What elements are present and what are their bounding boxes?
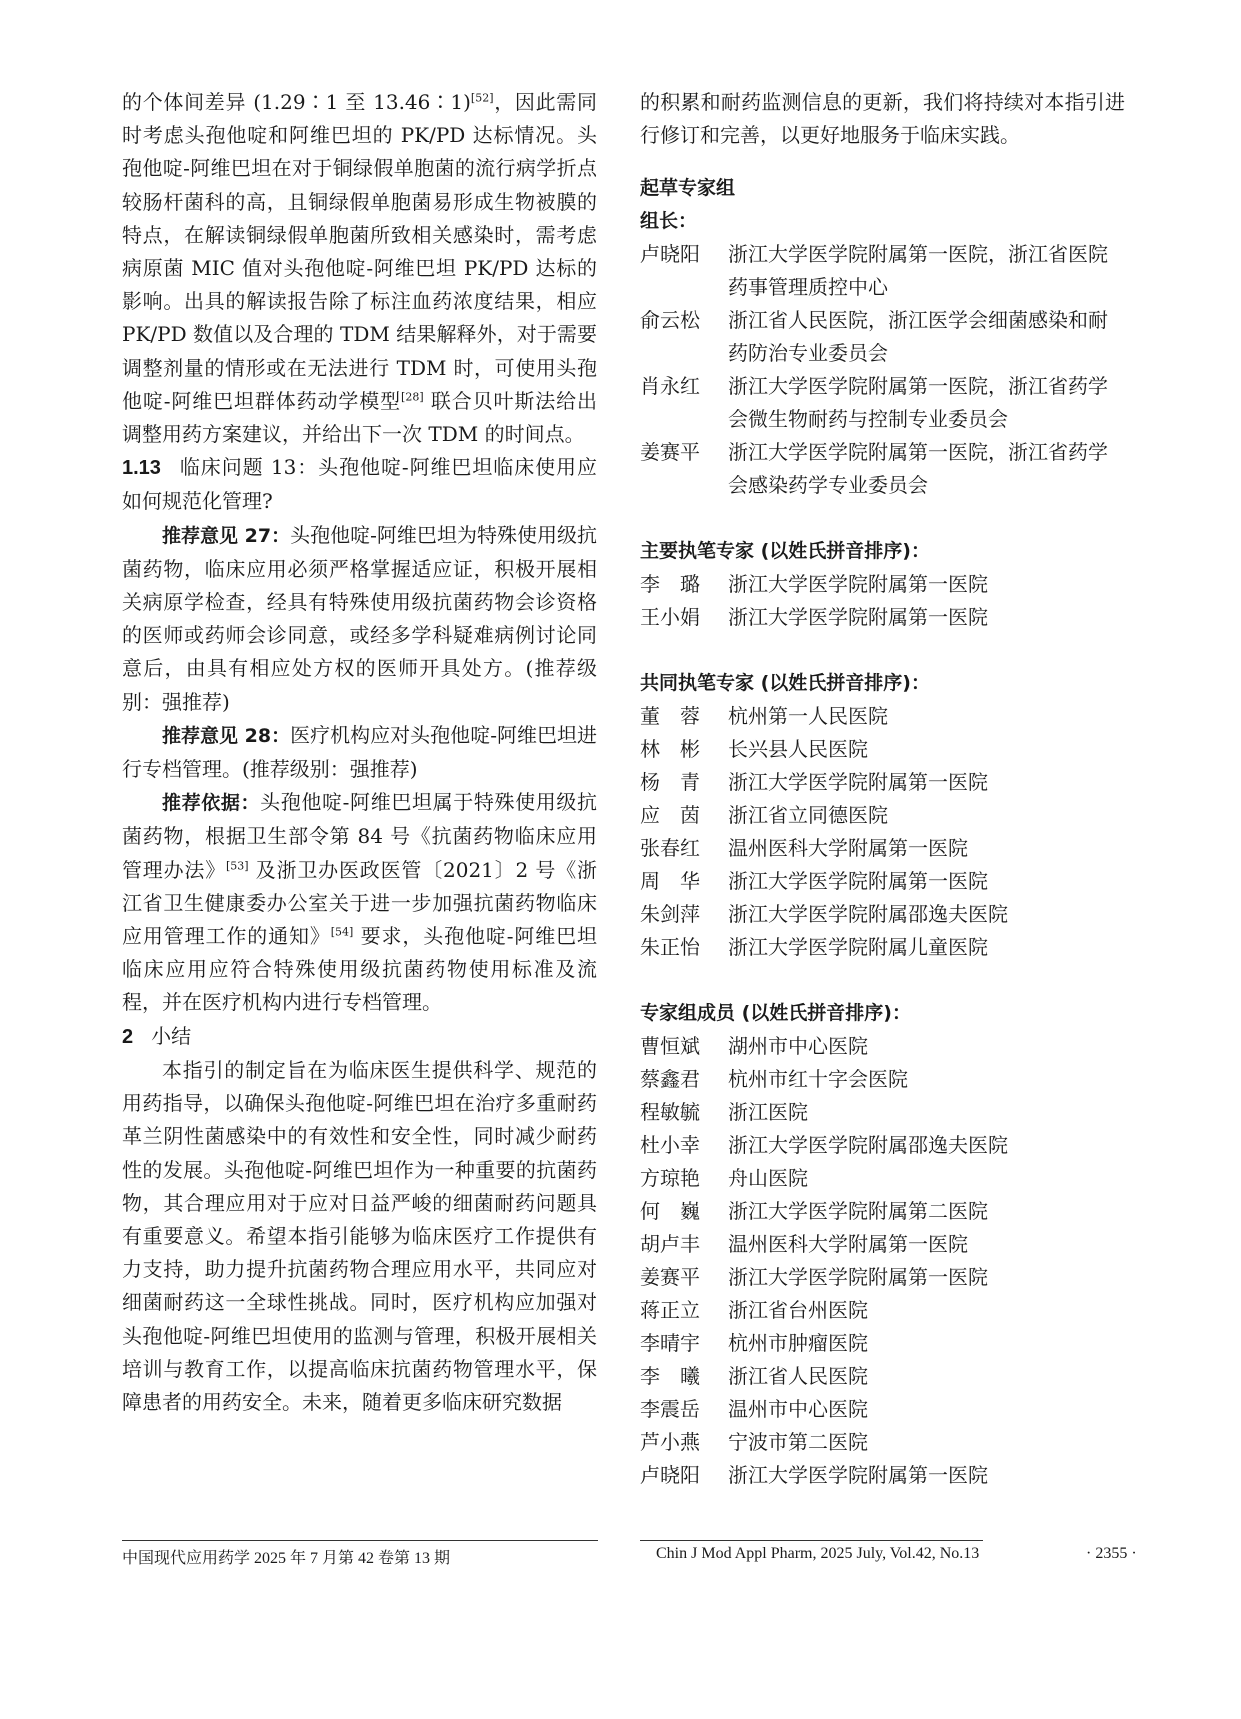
expert-affiliation: 浙江省立同德医院	[728, 803, 888, 828]
expert-name: 何 巍	[640, 1199, 700, 1224]
list-item	[640, 733, 1125, 766]
recommendation-label: 推荐意见 27：	[162, 524, 291, 547]
expert-name: 卢晓阳	[640, 242, 700, 267]
section-2-heading	[122, 1020, 597, 1054]
section-number: 1.13	[122, 457, 161, 480]
list-item	[640, 700, 1125, 733]
list-item	[640, 1459, 1125, 1492]
list-item	[640, 568, 1125, 601]
expert-name: 朱正怡	[640, 935, 700, 960]
footer-journal-en: Chin J Mod Appl Pharm, 2025 July, Vol.42, No.13	[656, 1545, 980, 1562]
continued-paragraph: 的积累和耐药监测信息的更新，我们将持续对本指引进行修订和完善，以更好地服务于临床实践。	[640, 90, 1125, 148]
list-item	[640, 436, 1125, 502]
page-number: · 2355 ·	[1086, 1545, 1137, 1562]
expert-affiliation: 浙江大学医学院附属第一医院，浙江省药学会微生物耐药与控制专业委员会	[728, 374, 1108, 432]
expert-affiliation: 杭州第一人民医院	[728, 704, 888, 729]
expert-name: 姜赛平	[640, 1265, 700, 1290]
footer-rule-left	[122, 1540, 598, 1541]
expert-affiliation: 浙江省台州医院	[728, 1298, 868, 1323]
recommendation-label: 推荐意见 28：	[162, 724, 291, 747]
list-item	[640, 1063, 1125, 1096]
expert-name: 李震岳	[640, 1397, 700, 1422]
expert-affiliation: 温州医科大学附属第一医院	[728, 836, 968, 861]
expert-affiliation: 浙江大学医学院附属邵逸夫医院	[728, 902, 1008, 927]
recommendation-28	[122, 719, 597, 786]
right-column	[640, 86, 1125, 1492]
list-item	[640, 1327, 1125, 1360]
footer-rule-right	[640, 1540, 983, 1541]
expert-name: 芦小燕	[640, 1430, 700, 1455]
text: 的个体间差异 (1.29∶1 至 13.46∶1)	[122, 90, 471, 114]
expert-name: 胡卢丰	[640, 1232, 700, 1257]
expert-name: 卢晓阳	[640, 1463, 700, 1488]
expert-affiliation: 浙江大学医学院附属第一医院	[728, 869, 988, 894]
expert-affiliation: 温州医科大学附属第一医院	[728, 1232, 968, 1257]
list-item	[640, 304, 1125, 370]
list-item	[640, 898, 1125, 931]
list-item	[640, 601, 1125, 634]
members-heading: 专家组成员 (以姓氏拼音排序)：	[640, 1002, 911, 1025]
draft-group-heading: 起草专家组	[640, 177, 736, 200]
list-item	[640, 238, 1125, 304]
expert-name: 张春红	[640, 836, 700, 861]
list-item	[640, 1393, 1125, 1426]
expert-name: 王小娟	[640, 605, 700, 630]
citation: [54]	[330, 925, 354, 939]
left-column	[122, 86, 597, 1419]
leader-label: 组长：	[640, 210, 698, 233]
expert-name: 董 蓉	[640, 704, 700, 729]
expert-name: 杜小幸	[640, 1133, 700, 1158]
summary-paragraph: 本指引的制定旨在为临床医生提供科学、规范的用药指导，以确保头孢他啶-阿维巴坦在治疗多重耐药革兰阴性菌感染中的有效性和安全性，同时减少耐药性的发展。头孢他啶-阿维巴坦作为一种重要的抗菌药物，其合理应用对于应对日益严峻的细菌耐药问题具有重要意义。希望本指引能够为临床医疗工作提供有力支持，助力提升抗菌药物合理应用水平，共同应对细菌耐药这一全球性挑战。同时，医疗机构应加强对头孢他啶-阿维巴坦使用的监测与管理，积极开展相关培训与教育工作，以提高临床抗菌药物管理水平，保障患者的用药安全。未来，随着更多临床研究数据	[122, 1057, 597, 1414]
expert-name: 方琼艳	[640, 1166, 700, 1191]
expert-affiliation: 浙江大学医学院附属儿童医院	[728, 935, 988, 960]
text: 及浙卫办医政医管〔2021〕2 号《浙江省卫生健康委办公室关于进一步加强抗菌药物临床应用管理工作的通知》	[122, 857, 597, 949]
main-writers-list	[640, 568, 1125, 634]
expert-affiliation: 舟山医院	[728, 1166, 808, 1191]
expert-affiliation: 浙江医院	[728, 1100, 808, 1125]
question-13-heading	[122, 451, 597, 518]
recommendation-basis	[122, 786, 597, 1019]
expert-affiliation: 长兴县人民医院	[728, 737, 868, 762]
recommendation-27	[122, 519, 597, 719]
list-item	[640, 370, 1125, 436]
expert-affiliation: 浙江大学医学院附属邵逸夫医院	[728, 1133, 1008, 1158]
expert-name: 李晴宇	[640, 1331, 700, 1356]
expert-affiliation: 湖州市中心医院	[728, 1034, 868, 1059]
expert-affiliation: 浙江大学医学院附属第一医院	[728, 572, 988, 597]
list-item	[640, 1360, 1125, 1393]
list-item	[640, 1129, 1125, 1162]
expert-name: 蒋正立	[640, 1298, 700, 1323]
list-item	[640, 799, 1125, 832]
expert-name: 杨 青	[640, 770, 700, 795]
citation: [53]	[226, 859, 249, 873]
text: 头孢他啶-阿维巴坦属于特殊使用级抗菌药物，根据卫生部令第 84 号《抗菌药物临床应用管理办法》	[122, 790, 597, 882]
question-text: 临床问题 13：头孢他啶-阿维巴坦临床使用应如何规范化管理?	[122, 455, 597, 514]
expert-name: 曹恒斌	[640, 1034, 700, 1059]
expert-affiliation: 浙江大学医学院附属第一医院	[728, 605, 988, 630]
expert-affiliation: 浙江大学医学院附属第一医院	[728, 770, 988, 795]
expert-name: 蔡鑫君	[640, 1067, 700, 1092]
list-item	[640, 1261, 1125, 1294]
recommendation-text: 医疗机构应对头孢他啶-阿维巴坦进行专档管理。(推荐级别：强推荐)	[122, 722, 597, 782]
text: 联合贝叶斯法给出调整用药方案建议，并给出下一次 TDM 的时间点。	[122, 388, 597, 447]
citation: [28]	[401, 390, 424, 404]
co-writers-heading: 共同执笔专家 (以姓氏拼音排序)：	[640, 672, 930, 695]
main-writers-heading: 主要执笔专家 (以姓氏拼音排序)：	[640, 540, 930, 563]
expert-name: 姜赛平	[640, 440, 700, 465]
expert-name: 李 璐	[640, 572, 700, 597]
list-item	[640, 1096, 1125, 1129]
expert-name: 林 彬	[640, 737, 700, 762]
list-item	[640, 1030, 1125, 1063]
expert-affiliation: 温州市中心医院	[728, 1397, 868, 1422]
text: 要求，头孢他啶-阿维巴坦临床应用应符合特殊使用级抗菌药物使用标准及流程，并在医疗机构内进行专档管理。	[122, 924, 597, 1015]
list-item	[640, 1294, 1125, 1327]
expert-name: 程敏毓	[640, 1100, 700, 1125]
footer-journal-cn: 中国现代应用药学 2025 年 7 月第 42 卷第 13 期	[122, 1550, 451, 1567]
list-item	[640, 1162, 1125, 1195]
list-item	[640, 832, 1125, 865]
expert-name: 应 茵	[640, 803, 700, 828]
list-item	[640, 931, 1125, 964]
expert-affiliation: 浙江大学医学院附属第一医院	[728, 1463, 988, 1488]
expert-affiliation: 浙江大学医学院附属第一医院，浙江省医院药事管理质控中心	[728, 242, 1108, 300]
expert-affiliation: 杭州市肿瘤医院	[728, 1331, 868, 1356]
recommendation-text: 头孢他啶-阿维巴坦为特殊使用级抗菌药物，临床应用必须严格掌握适应证，积极开展相关病原学检查，经具有特殊使用级抗菌药物会诊资格的医师或药师会诊同意，或经多学科疑难病例讨论同意后，由具有相应处方权的医师开具处方。(推荐级别：强推荐)	[122, 522, 597, 714]
list-item	[640, 1228, 1125, 1261]
expert-affiliation: 杭州市红十字会医院	[728, 1067, 908, 1092]
expert-affiliation: 浙江大学医学院附属第一医院，浙江省药学会感染药学专业委员会	[728, 440, 1108, 498]
co-writers-list	[640, 700, 1125, 964]
members-list	[640, 1030, 1125, 1492]
expert-name: 朱剑萍	[640, 902, 700, 927]
expert-affiliation: 宁波市第二医院	[728, 1430, 868, 1455]
list-item	[640, 1195, 1125, 1228]
expert-name: 周 华	[640, 869, 700, 894]
list-item	[640, 766, 1125, 799]
list-item	[640, 1426, 1125, 1459]
text: ，因此需同时考虑头孢他啶和阿维巴坦的 PK/PD 达标情况。头孢他啶-阿维巴坦在对于铜绿假单胞菌的流行病学折点较肠杆菌科的高，且铜绿假单胞菌易形成生物被膜的特点，在解读铜绿假单胞菌所致相关感染时，需考虑病原菌 MIC 值对头孢他啶-阿维巴坦 PK/PD 达标的影响。出具的解读报告除了标注血药浓度结果，相应 PK/PD 数值以及合理的 TDM 结果解释外，对于需要调整剂量的情形或在无法进行 TDM 时，可使用头孢他啶-阿维巴坦群体药动学模型	[122, 90, 597, 413]
leaders-list	[640, 238, 1125, 502]
list-item	[640, 865, 1125, 898]
expert-name: 肖永红	[640, 374, 700, 399]
section-title: 小结	[151, 1023, 192, 1048]
section-number: 2	[122, 1025, 134, 1048]
expert-affiliation: 浙江省人民医院，浙江医学会细菌感染和耐药防治专业委员会	[728, 308, 1108, 366]
expert-affiliation: 浙江大学医学院附属第二医院	[728, 1199, 988, 1224]
citation: [52]	[470, 91, 494, 105]
expert-affiliation: 浙江大学医学院附属第一医院	[728, 1265, 988, 1290]
expert-name: 李 曦	[640, 1364, 700, 1389]
expert-affiliation: 浙江省人民医院	[728, 1364, 868, 1389]
basis-label: 推荐依据：	[162, 792, 261, 815]
expert-name: 俞云松	[640, 308, 700, 333]
paragraph-pkpd	[122, 86, 597, 451]
